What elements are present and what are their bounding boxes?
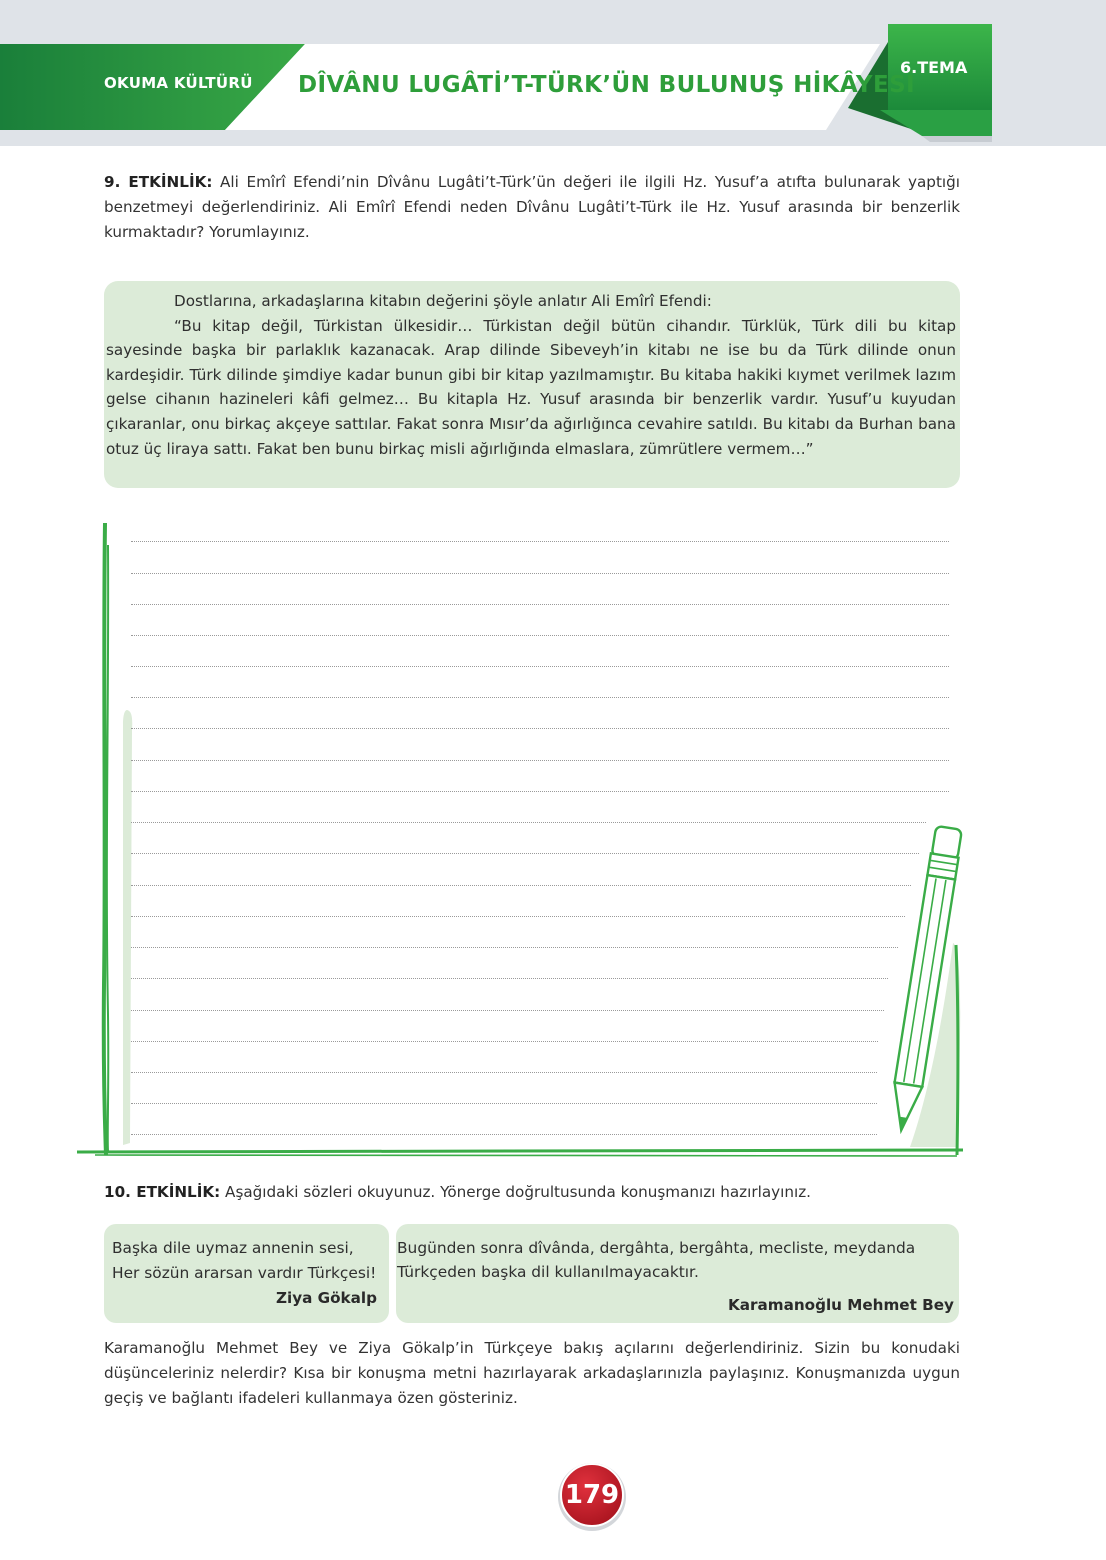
- page-number: 179: [564, 1480, 620, 1510]
- answer-line[interactable]: [131, 1134, 877, 1135]
- activity-10-text: Aşağıdaki sözleri okuyunuz. Yönerge doğrultusunda konuşmanızı hazırlayınız.: [220, 1183, 812, 1201]
- answer-line[interactable]: [131, 1041, 878, 1042]
- answer-line[interactable]: [131, 697, 949, 698]
- activity-9-label: 9. ETKİNLİK:: [104, 173, 213, 191]
- answer-line[interactable]: [131, 604, 949, 605]
- answer-line[interactable]: [131, 978, 888, 979]
- pencil-icon: [880, 820, 970, 1150]
- answer-line[interactable]: [131, 635, 949, 636]
- answer-line[interactable]: [131, 1010, 884, 1011]
- quote-text: [106, 289, 956, 461]
- activity-10-label: 10. ETKİNLİK:: [104, 1183, 221, 1201]
- answer-line[interactable]: [131, 1072, 877, 1073]
- gokalp-line-1: Başka dile uymaz annenin sesi,: [112, 1239, 354, 1257]
- activity-10-instruction: Karamanoğlu Mehmet Bey ve Ziya Gökalp’in Türkçeye bakış açılarını değerlendiriniz. Sizin bu konudaki düşünceleriniz nelerdir? Kısa bir konuşma metni hazırlayarak arkadaşlarınızla paylaşınız. Konuşmanızda uygun geçiş ve bağlantı ifadeleri kullanmaya özen gösteriniz.: [104, 1339, 960, 1407]
- writing-area-frame: [75, 515, 965, 1165]
- answer-line[interactable]: [131, 885, 911, 886]
- page-number-badge: [556, 1460, 628, 1532]
- answer-line[interactable]: [131, 760, 949, 761]
- answer-line[interactable]: [131, 822, 926, 823]
- answer-line[interactable]: [131, 1103, 877, 1104]
- activity-9-prompt: [104, 170, 960, 245]
- answer-line[interactable]: [131, 666, 949, 667]
- page-title: DÎVÂNU LUGÂTİ’T-TÜRK’ÜN BULUNUŞ HİKÂYESİ: [298, 72, 915, 98]
- gokalp-line-2: Her sözün ararsan vardır Türkçesi!: [112, 1264, 377, 1282]
- quote-body: “Bu kitap değil, Türkistan ülkesidir… Türkistan değil bütün cihandır. Türklük, Türk dili bu kitap sayesinde başka bir parlaklık kazanacak. Arap dilinde Sibeveyh’in kitabı ne ise bu da Türk dilinde onun kardeşidir. Türk dilinde şimdiye kadar bunun gibi bir kitap yazılmamıştır. Bu kitaba hakiki kıymet verilmek lazım gelse cihanın hazineleri kâfi gelmez… Bu kitapla Hz. Yusuf arasında bir benzerlik vardır. Yusuf’u kuyudan çıkaranlar, onu birkaç akçeye sattılar. Fakat sonra Mısır’da ağırlığınca cevahire satıldı. Bu kitabı da Burhan bana otuz üç liraya sattı. Fakat ben bunu birkaç misli ağırlığında elmaslara, zümrütlere vermem…”: [106, 316, 956, 458]
- quote-intro: Dostlarına, arkadaşlarına kitabın değerini şöyle anlatır Ali Emîrî Efendi:: [174, 292, 712, 310]
- answer-line[interactable]: [131, 853, 919, 854]
- activity-10-prompt: [104, 1180, 960, 1205]
- answer-line[interactable]: [131, 573, 949, 574]
- section-label: OKUMA KÜLTÜRÜ: [104, 74, 253, 92]
- answer-line[interactable]: [131, 947, 898, 948]
- karamanoglu-text: Bugünden sonra dîvânda, dergâhta, bergâhta, mecliste, meydanda Türkçeden başka dil kullanılmayacaktır.: [397, 1239, 916, 1281]
- answer-line[interactable]: [131, 916, 905, 917]
- gokalp-author: Ziya Gökalp: [276, 1289, 377, 1307]
- activity-9-text: Ali Emîrî Efendi’nin Dîvânu Lugâti’t-Türk’ün değeri ile ilgili Hz. Yusuf’a atıfta bulunarak yaptığı benzetmeyi değerlendiriniz. Ali Emîrî Efendi neden Dîvânu Lugâti’t-Türk ile Hz. Yusuf arasında bir benzerlik kurmaktadır? Yorumlayınız.: [104, 173, 960, 241]
- answer-line[interactable]: [131, 541, 949, 542]
- answer-line[interactable]: [131, 791, 949, 792]
- karamanoglu-author: Karamanoğlu Mehmet Bey: [728, 1296, 954, 1314]
- answer-line[interactable]: [131, 728, 949, 729]
- theme-tag: 6.TEMA: [900, 58, 968, 77]
